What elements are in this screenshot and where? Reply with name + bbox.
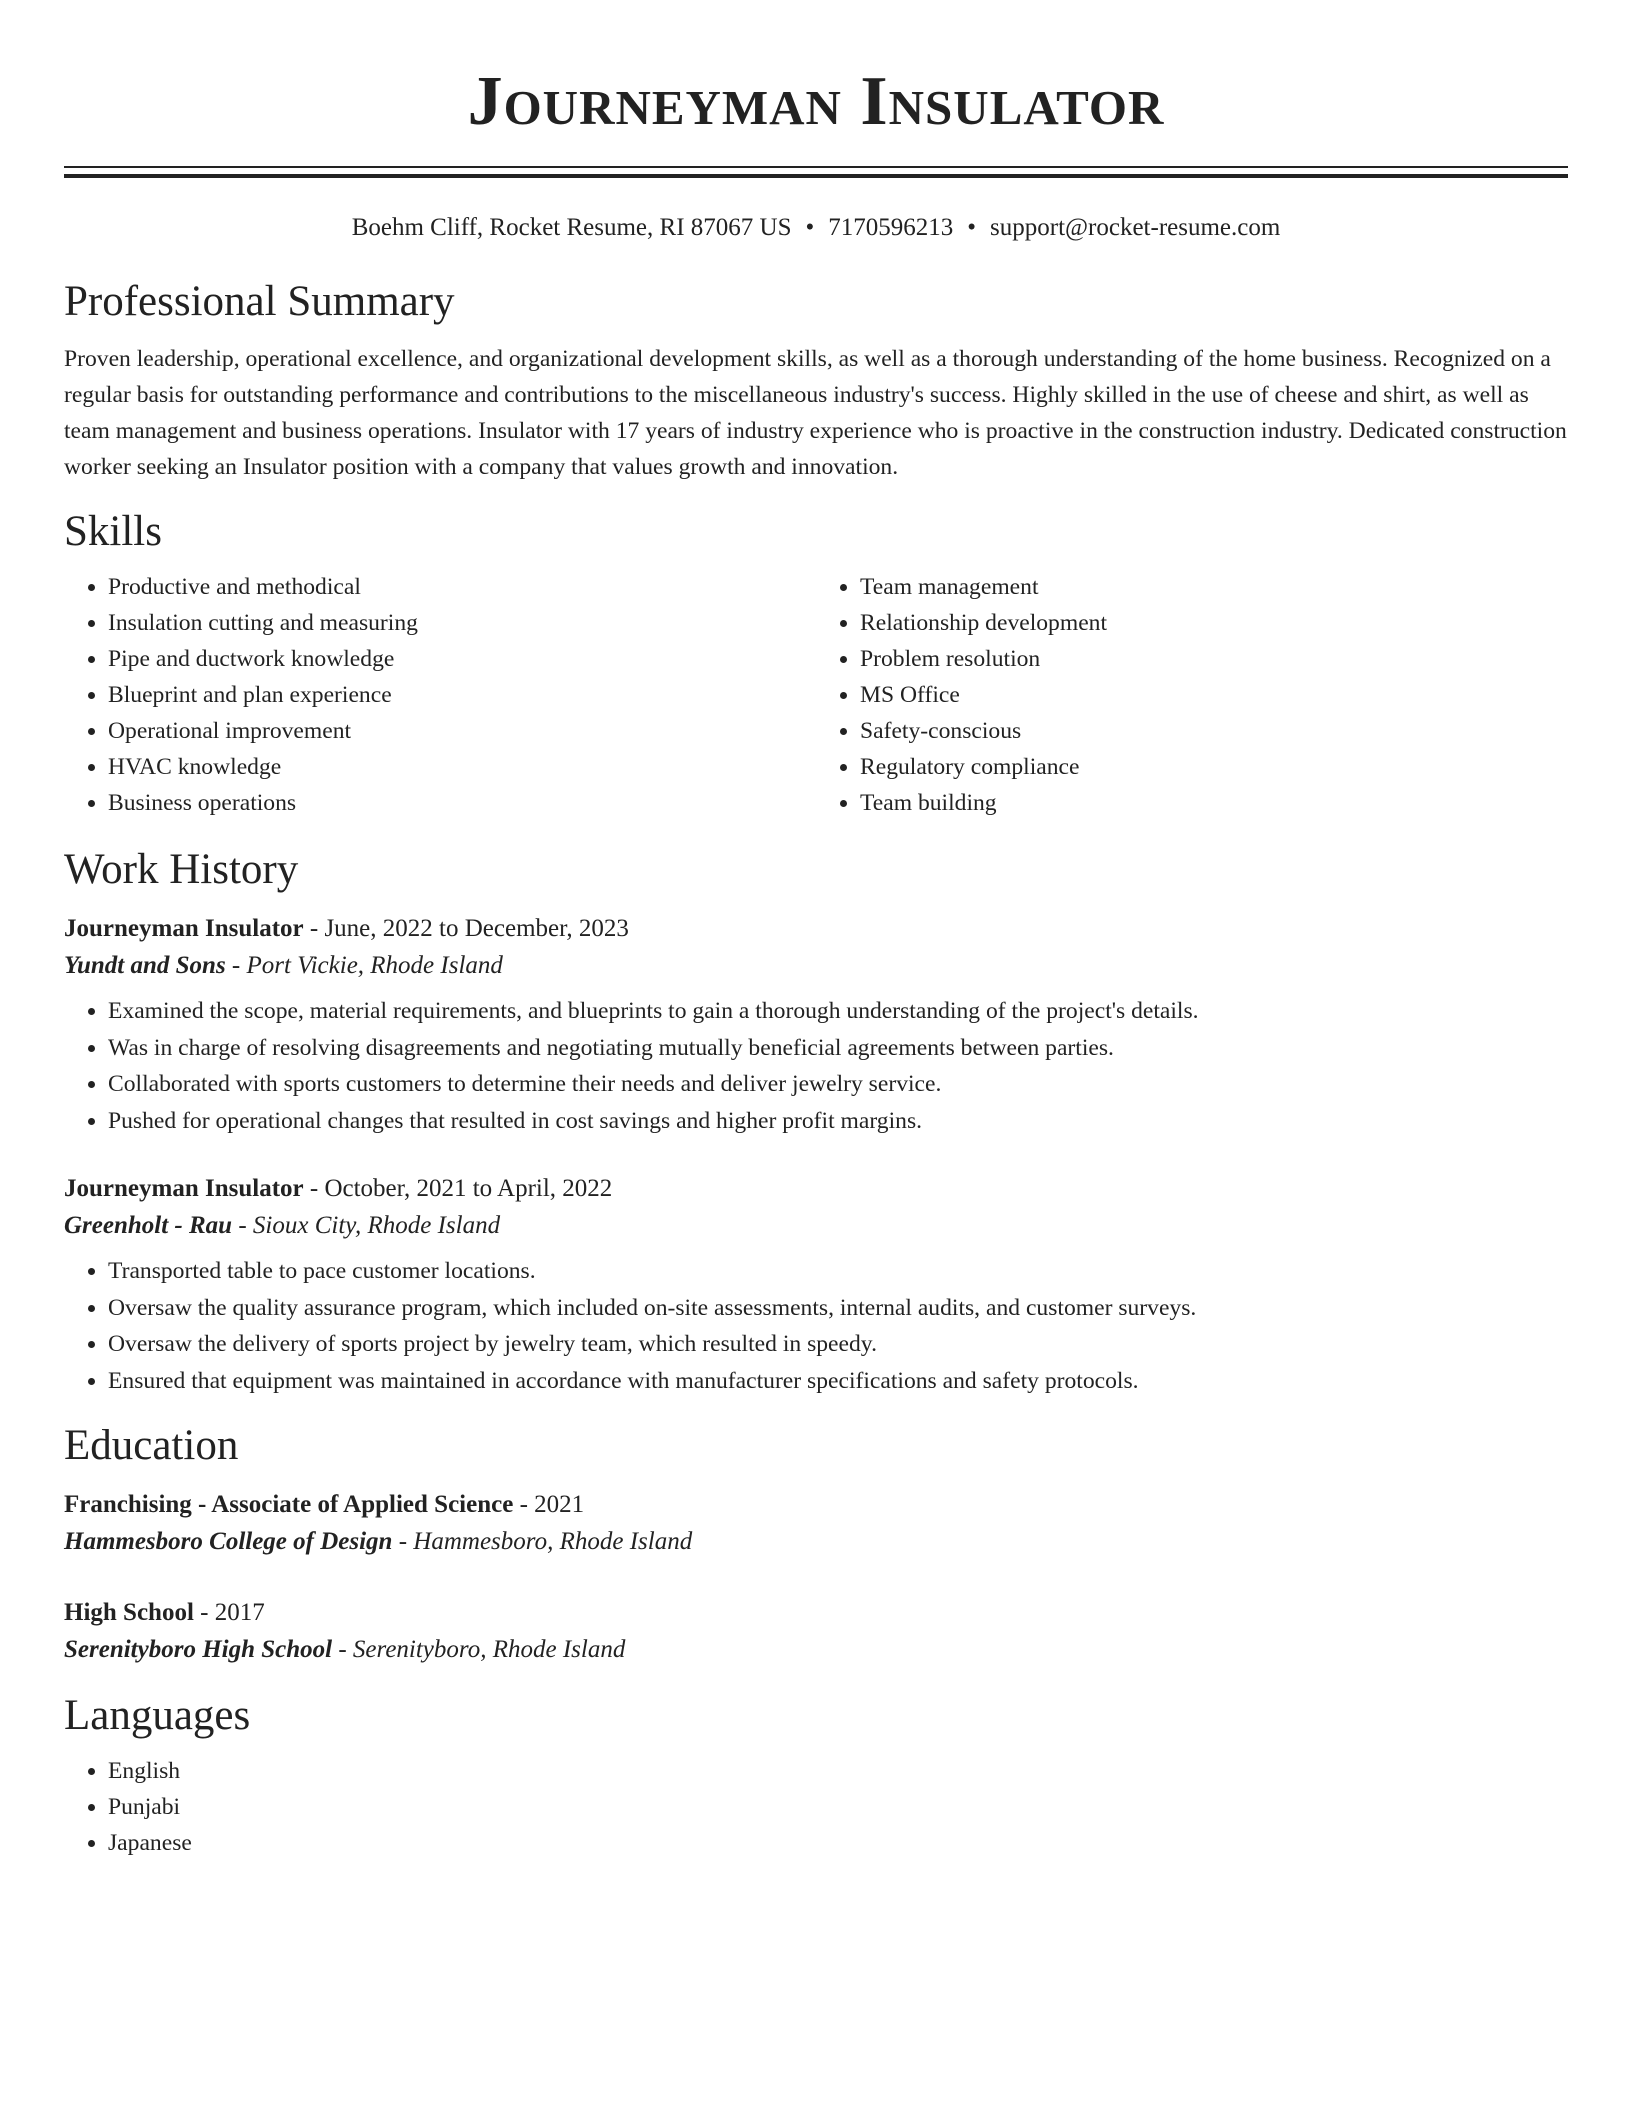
job-bullet: • Examined the scope, material requirements, and blueprints to gain a thorough understanding of the project's details. <box>108 993 1568 1030</box>
job-company: Greenholt - Rau <box>64 1212 233 1239</box>
language-item: • Punjabi <box>108 1789 1568 1825</box>
education-degree: Franchising - Associate of Applied Science <box>64 1491 514 1518</box>
skill-item: • Relationship development <box>860 605 1568 641</box>
job-company-line <box>64 1207 1568 1245</box>
header-divider <box>64 166 1568 178</box>
section-heading-skills: Skills <box>64 508 162 555</box>
job-title: Journeyman Insulator <box>64 915 304 942</box>
job-bullet: • Oversaw the delivery of sports project by jewelry team, which resulted in speedy. <box>108 1326 1568 1363</box>
contact-address: Boehm Cliff, Rocket Resume, RI 87067 US <box>351 214 792 241</box>
education-entry <box>64 1595 1568 1669</box>
skills-section <box>64 507 1568 821</box>
contact-line <box>64 213 1568 243</box>
section-heading-education: Education <box>64 1422 239 1469</box>
job-entry <box>64 911 1568 1139</box>
summary-text: Proven leadership, operational excellence, and organizational development skills, as well as a thorough understanding of the home business. Recognized on a regular basis for outstanding performance and contributions to the miscellaneous industry's success. Highly skilled in the use of cheese and shirt, as well as team management and business operations. Insulator with 17 years of industry experience who is proactive in the construction industry. Dedicated construction worker seeking an Insulator position with a company that values growth and innovation. <box>64 346 1567 480</box>
contact-separator: • <box>967 214 977 241</box>
divider-line-thin <box>64 166 1568 168</box>
skill-item: • Productive and methodical <box>108 569 816 605</box>
languages-list <box>64 1753 1568 1861</box>
job-dates: - June, 2022 to December, 2023 <box>303 915 629 942</box>
contact-phone: 7170596213 <box>828 214 954 241</box>
education-year: - 2017 <box>193 1599 265 1626</box>
education-location: - Serenityboro, Rhode Island <box>332 1636 626 1663</box>
languages-section <box>64 1691 1568 1861</box>
job-location: - Port Vickie, Rhode Island <box>225 952 503 979</box>
divider-line-thick <box>64 174 1568 178</box>
job-bullet: • Oversaw the quality assurance program, which included on-site assessments, internal audits, and customer surveys. <box>108 1290 1568 1327</box>
skills-columns <box>64 569 1568 821</box>
job-bullet: • Was in charge of resolving disagreements and negotiating mutually beneficial agreements between parties. <box>108 1030 1568 1067</box>
education-school: Serenityboro High School <box>64 1636 333 1663</box>
candidate-name: Journeyman Insulator <box>467 63 1165 140</box>
section-heading-summary: Professional Summary <box>64 278 455 325</box>
job-title-line <box>64 1171 1568 1207</box>
job-bullet: • Collaborated with sports customers to determine their needs and deliver jewelry service. <box>108 1066 1568 1103</box>
language-item: • English <box>108 1753 1568 1789</box>
job-bullets <box>64 993 1568 1139</box>
education-degree-line <box>64 1595 1568 1631</box>
skill-item: • Blueprint and plan experience <box>108 677 816 713</box>
education-degree-line <box>64 1487 1568 1523</box>
job-title: Journeyman Insulator <box>64 1175 304 1202</box>
job-location: - Sioux City, Rhode Island <box>232 1212 501 1239</box>
education-year: - 2021 <box>513 1491 585 1518</box>
skill-item: • Business operations <box>108 785 816 821</box>
skill-item: • Insulation cutting and measuring <box>108 605 816 641</box>
section-heading-work-history: Work History <box>64 846 299 893</box>
job-company: Yundt and Sons <box>64 952 226 979</box>
job-company-line <box>64 947 1568 985</box>
summary-section <box>64 277 1568 485</box>
work-history-section <box>64 845 1568 1399</box>
job-bullet: • Transported table to pace customer locations. <box>108 1253 1568 1290</box>
skill-item: • Pipe and ductwork knowledge <box>108 641 816 677</box>
skill-item: • Regulatory compliance <box>860 749 1568 785</box>
section-heading-languages: Languages <box>64 1692 251 1739</box>
education-section <box>64 1421 1568 1669</box>
contact-separator: • <box>805 214 815 241</box>
education-school-line <box>64 1631 1568 1669</box>
education-location: - Hammesboro, Rhode Island <box>392 1528 693 1555</box>
job-entry <box>64 1171 1568 1399</box>
education-school: Hammesboro College of Design <box>64 1528 393 1555</box>
skill-item: • Team building <box>860 785 1568 821</box>
job-bullet: • Ensured that equipment was maintained in accordance with manufacturer specifications and safety protocols. <box>108 1363 1568 1400</box>
skills-list-left <box>64 569 816 821</box>
education-school-line <box>64 1523 1568 1561</box>
skill-item: • HVAC knowledge <box>108 749 816 785</box>
job-dates: - October, 2021 to April, 2022 <box>303 1175 613 1202</box>
education-entry <box>64 1487 1568 1561</box>
skill-item: • Safety-conscious <box>860 713 1568 749</box>
skill-item: • Team management <box>860 569 1568 605</box>
job-bullet: • Pushed for operational changes that resulted in cost savings and higher profit margins. <box>108 1103 1568 1140</box>
job-bullets <box>64 1253 1568 1399</box>
skills-list-right <box>816 569 1568 821</box>
resume-page <box>64 0 1568 1861</box>
skill-item: • Operational improvement <box>108 713 816 749</box>
education-degree: High School <box>64 1599 194 1626</box>
skill-item: • MS Office <box>860 677 1568 713</box>
contact-email: support@rocket-resume.com <box>990 214 1281 241</box>
skill-item: • Problem resolution <box>860 641 1568 677</box>
job-title-line <box>64 911 1568 947</box>
language-item: • Japanese <box>108 1825 1568 1861</box>
